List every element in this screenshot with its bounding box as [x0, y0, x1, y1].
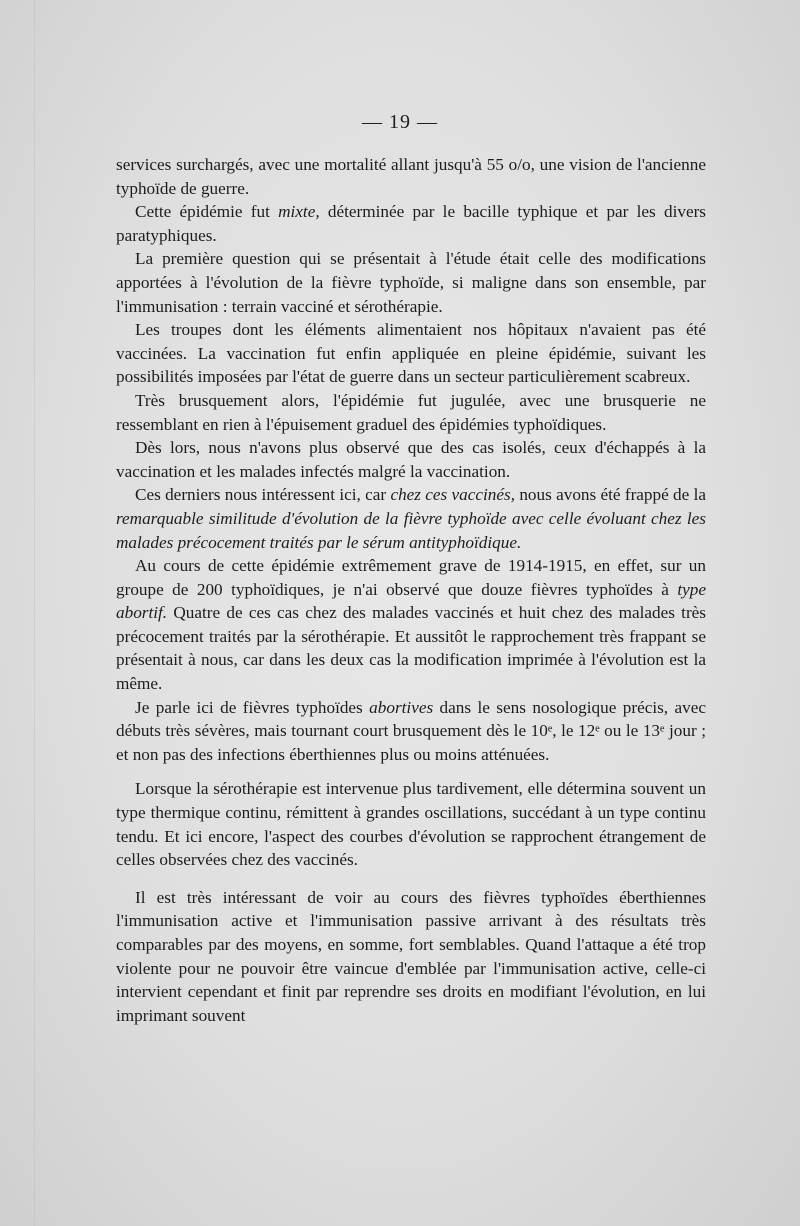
paragraph-isolated-cases: Dès lors, nous n'avons plus observé que des cas isolés, ceux d'échappés à la vaccination et les malades infectés malgré la vaccination.: [116, 438, 706, 481]
body-text: [116, 153, 706, 1027]
paragraph-troops: Les troupes dont les éléments alimentaient nos hôpitaux n'avaient pas été vaccinées. La vaccination fut enfin appliquée en pleine épidémie, suivant les possibilités imposées par l'état de guerre dans un secteur particulièrement scabreux.: [116, 320, 706, 387]
paragraph-serotherapy: Lorsque la sérothérapie est intervenue plus tardivement, elle détermina souvent un type thermique continu, rémittent à grandes oscillations, succédant à un type continu tendu. Et ici encore, l'aspect des courbes d'évolution se rapprochent étrangement de celles observées chez des vaccinés.: [116, 779, 706, 870]
paragraph-epidemic-statistics: Au cours de cette épidémie extrêmement grave de 1914-1915, en effet, sur un groupe de 200 typhoïdiques, je n'ai observé que douze fièvres typhoïdes à type abortif. Quatre de ces cas chez des malades vaccinés et huit chez des malades très précocement traités par la sérothérapie. Et aussitôt le rapprochement très frappant se présentait à nous, car dans les deux cas la modification imprimée à l'évolution est la même.: [116, 556, 706, 694]
paragraph-first-question: La première question qui se présentait à l'étude était celle des modifications apportées à l'évolution de la fièvre typhoïde, si maligne dans son ensemble, par l'immunisation : terrain vacciné et sérothérapie.: [116, 249, 706, 316]
paragraph-epidemic-stopped: Très brusquement alors, l'épidémie fut jugulée, avec une brusquerie ne ressemblant en rien à l'épuisement graduel des épidémies typhoïdiques.: [116, 390, 706, 434]
paragraph-mixed-epidemic: Cette épidémie fut mixte, déterminée par le bacille typhique et par les divers paratyphiques.: [116, 202, 706, 245]
paragraph-abortive-fevers: Je parle ici de fièvres typhoïdes abortives dans le sens nosologique précis, avec débuts très sévères, mais tournant court brusquement dès le 10ᵉ, le 12ᵉ ou le 13ᵉ jour ; et non pas des infections éberthiennes plus ou moins atténuées.: [116, 697, 706, 764]
paragraph-immunisation: Il est très intéressant de voir au cours des fièvres typhoïdes éberthiennes l'immunisation active et l'immunisation passive arrivant à des résultats très comparables par des moyens, en somme, fort semblables. Quand l'attaque a été trop violente pour ne pouvoir être vaincue d'emblée par l'immunisation active, celle-ci intervient cependant et finit par reprendre ses droits en modifiant l'évolution, en lui imprimant souvent: [116, 887, 706, 1025]
paragraph-vaccinated-cases: Ces derniers nous intéressent ici, car chez ces vaccinés, nous avons été frappé de la remarquable similitude d'évolution de la fièvre typhoïde avec celle évoluant chez les malades précocement traités par le sérum antityphoïdique.: [116, 485, 706, 552]
paragraph-continuation: services surchargés, avec une mortalité allant jusqu'à 55 o/o, une vision de l'ancienne typhoïde de guerre.: [116, 155, 706, 198]
scan-artifact-line: [34, 0, 35, 1226]
page-number: — 19 —: [362, 111, 438, 133]
